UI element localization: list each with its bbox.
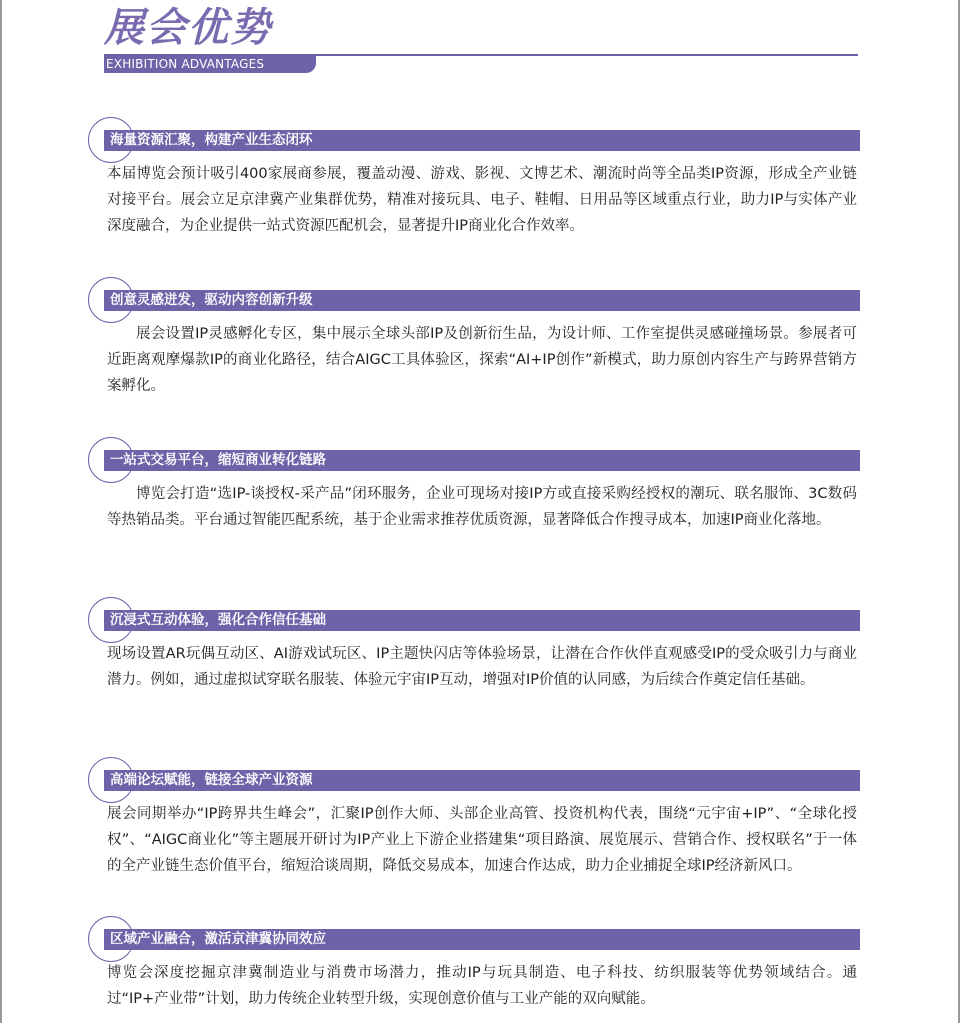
section-title: 沉浸式互动体验，强化合作信任基础 — [110, 612, 326, 628]
section-title: 区域产业融合，激活京津冀协同效应 — [110, 931, 326, 947]
section-title: 一站式交易平台，缩短商业转化链路 — [110, 452, 326, 468]
section-paragraph: 展会同期举办“IP跨界共生峰会”，汇聚IP创作大师、头部企业高管、投资机构代表，围绕“元宇宙+IP”、“全球化授权”、“AIGC商业化”等主题展开研讨为IP产业上下游企业搭建集“项目路演、展览展示、营销合作、授权联名”于一体的全产业链生态价值平台，缩短洽谈周期，降低交易成本，加速合作达成，助力企业捕捉全球IP经济新风口。 — [107, 806, 857, 874]
page-title: 展会优势 — [104, 5, 272, 51]
section-paragraph: 博览会打造“选IP-谈授权-采产品”闭环服务，企业可现场对接IP方或直接采购经授权的潮玩、联名服饰、3C数码等热销品类。平台通过智能匹配系统，基于企业需求推荐优质资源，显著降低合作搜寻成本，加速IP商业化落地。 — [107, 486, 857, 528]
section-paragraph: 现场设置AR玩偶互动区、AI游戏试玩区、IP主题快闪店等体验场景，让潜在合作伙伴直观感受IP的受众吸引力与商业潜力。例如，通过虚拟试穿联名服装、体验元宇宙IP互动，增强对IP价值的认同感，为后续合作奠定信任基础。 — [107, 646, 857, 688]
page-subtitle: EXHIBITION ADVANTAGES — [104, 56, 316, 73]
section-title: 海量资源汇聚，构建产业生态闭环 — [110, 132, 313, 148]
section-title: 创意灵感迸发，驱动内容创新升级 — [110, 292, 313, 308]
section-title: 高端论坛赋能，链接全球产业资源 — [110, 772, 313, 788]
section-paragraph: 展会设置IP灵感孵化专区，集中展示全球头部IP及创新衍生品，为设计师、工作室提供灵感碰撞场景。参展者可近距离观摩爆款IP的商业化路径，结合AIGC工具体验区，探索“AI+IP创作”新模式，助力原创内容生产与跨界营销方案孵化。 — [107, 326, 857, 394]
section-paragraph: 本届博览会预计吸引400家展商参展，覆盖动漫、游戏、影视、文博艺术、潮流时尚等全品类IP资源，形成全产业链对接平台。展会立足京津冀产业集群优势，精准对接玩具、电子、鞋帽、日用品等区域重点行业，助力IP与实体产业深度融合，为企业提供一站式资源匹配机会，显著提升IP商业化合作效率。 — [107, 166, 858, 234]
section-paragraph: 博览会深度挖掘京津冀制造业与消费市场潜力，推动IP与玩具制造、电子科技、纺织服装等优势领域结合。通过“IP+产业带”计划，助力传统企业转型升级，实现创意价值与工业产能的双向赋能。 — [107, 965, 857, 1007]
